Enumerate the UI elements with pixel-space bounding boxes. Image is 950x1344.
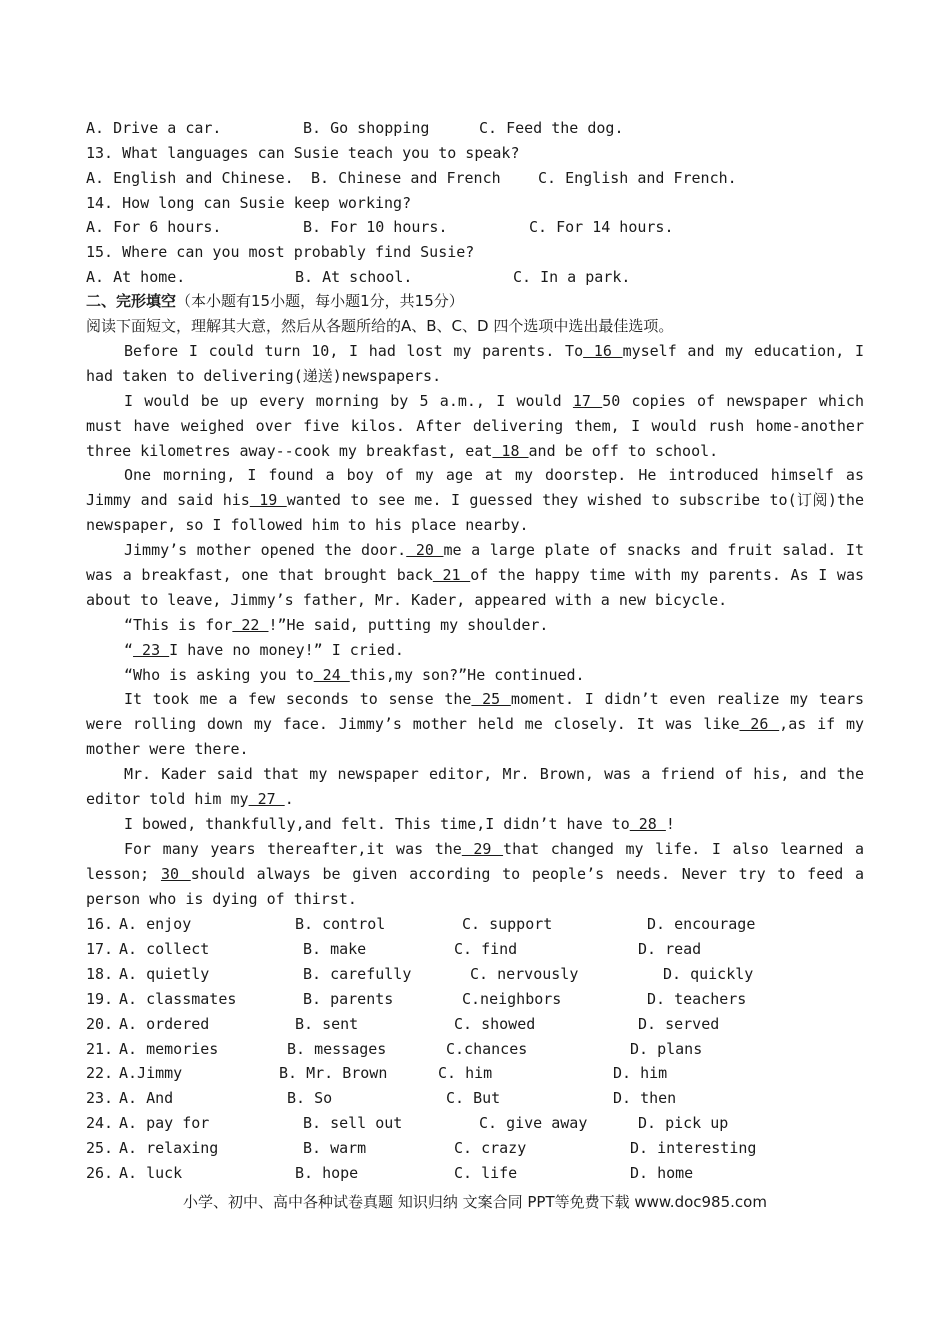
choice-option-d: D. home [630,1164,694,1182]
passage-paragraph-5 [86,613,864,638]
question-13: 13. What languages can Susie teach you to speak? [86,144,520,162]
choice-option-d: D. interesting [630,1139,757,1158]
choice-option-a: A. relaxing [119,1139,219,1158]
q13-option-b: B. Chinese and French [311,169,501,187]
text-run: wanted to see me. I guessed they wished to subscribe to(订阅)the newspaper, so I followed him to his place nearby. [86,491,864,534]
choice-option-a: A. enjoy [119,915,192,933]
passage-paragraph-6 [86,638,864,663]
blank-30: 30 [160,865,191,883]
blank-20: 20 [406,541,444,559]
q13-option-a: A. English and Chinese. [86,169,294,187]
q15-option-b: B. At school. [295,268,413,286]
text-run: moment. I didn’t even realize my tears were rolling down my face. Jimmy’s mother held me closely. It was like [86,690,865,733]
choice-option-a: A. memories [119,1039,219,1058]
choice-option-d: D. then [613,1089,677,1108]
choice-number: 22. [86,1064,114,1083]
choice-option-b: B. make [303,939,367,958]
passage-paragraph-3 [86,463,864,538]
choice-option-b: B. Mr. Brown [279,1064,388,1083]
passage-paragraph-9 [86,762,864,812]
text-run: !”He said, putting my shoulder. [268,616,549,634]
choice-option-d: D. quickly [663,964,754,983]
text-run: ! [665,815,675,833]
text-run: this,my son?”He continued. [349,666,585,684]
blank-28: 28 [629,815,666,833]
passage-paragraph-8 [86,687,864,762]
choice-option-c: C. But [446,1089,501,1108]
q15-option-a: A. At home. [86,268,186,286]
choice-option-b: B. sell out [303,1114,403,1133]
text-run: Before I could turn 10, I had lost my parents. To [124,342,584,360]
blank-22: 22 [232,616,269,634]
text-run: and be off to school. [528,442,719,460]
blank-19: 19 [249,491,287,509]
choice-option-d: D. read [638,939,702,958]
passage-paragraph-4 [86,538,864,613]
choice-option-a: A. luck [119,1164,183,1182]
text-run: I bowed, thankfully,and felt. This time,I didn’t have to [124,815,630,833]
blank-26: 26 [739,715,780,733]
text-run: For many years thereafter,it was the [124,840,462,858]
section-title-main: 二、完形填空 [86,292,177,310]
text-run: I would be up every morning by 5 a.m., I would [124,392,573,410]
passage-paragraph-10 [86,812,864,837]
choice-option-a: A. And [119,1089,174,1108]
choice-number: 26. [86,1164,114,1182]
choice-option-b: B. sent [295,1014,359,1033]
blank-17: 17 [572,392,603,410]
text-run: . [284,790,294,808]
choice-number: 21. [86,1039,114,1058]
choice-option-c: C. crazy [454,1139,527,1158]
choice-option-c: C. support [462,915,553,933]
text-run: I have no money!” I cried. [169,641,404,659]
text-run: of the happy time with my parents. As I was about to leave, Jimmy’s father, Mr. Kader, appeared with a new bicycle. [86,566,865,609]
choice-option-d: D. him [613,1064,668,1083]
choice-number: 18. [86,964,114,983]
choice-option-c: C. find [454,939,518,958]
choice-option-a: A. pay for [119,1114,210,1133]
choice-option-a: A. ordered [119,1014,210,1033]
text-run: 50 copies of newspaper which must have weighed over five kilos. After delivering them, I would rush home-another three kilometres away--cook my breakfast, eat [86,392,864,460]
choice-number: 19. [86,989,114,1008]
choice-option-c: C. give away [479,1114,588,1133]
q12-option-a: A. Drive a car. [86,119,222,137]
q14-option-b: B. For 10 hours. [303,218,448,236]
passage-paragraph-11 [86,837,864,912]
q14-option-c: C. For 14 hours. [529,218,674,236]
blank-29: 29 [461,840,504,858]
choice-option-d: D. encourage [647,915,756,933]
blank-16: 16 [583,342,623,360]
q12-option-b: B. Go shopping [303,119,430,137]
choice-option-c: C.chances [446,1039,528,1058]
text-run: Mr. Kader said that my newspaper editor, Mr. Brown, was a friend of his, and the editor told him my [86,765,864,808]
text-run: “This is for [124,616,233,634]
choice-option-b: B. So [287,1089,333,1108]
q13-option-c: C. English and French. [538,169,737,187]
question-15: 15. Where can you most probably find Susie? [86,243,475,261]
text-run: that changed my life. I also learned a lesson; [86,840,865,883]
choice-option-b: B. control [295,915,386,933]
passage-paragraph-2 [86,389,864,464]
choice-option-b: B. warm [303,1139,367,1158]
section-title [86,291,464,311]
q15-option-c: C. In a park. [513,268,631,286]
choice-number: 24. [86,1114,114,1133]
blank-25: 25 [471,690,511,708]
q14-option-a: A. For 6 hours. [86,218,222,236]
q12-option-c: C. Feed the dog. [479,119,624,137]
text-run: “ [124,641,134,659]
choice-option-c: C. him [438,1064,493,1083]
text-run: One morning, I found a boy of my age at my doorstep. He introduced himself as Jimmy and said his [86,466,864,509]
text-run: ,as if my mother were there. [86,715,865,758]
choice-option-b: B. parents [303,989,394,1008]
choice-number: 23. [86,1089,114,1108]
choice-option-c: C. nervously [470,964,579,983]
choice-option-d: D. served [638,1014,720,1033]
page-footer: 小学、初中、高中各种试卷真题 知识归纳 文案合同 PPT等免费下载 www.doc985.com [183,1193,767,1211]
passage-paragraph-7 [86,663,864,688]
choice-number: 16. [86,915,114,933]
choice-option-c: C.neighbors [462,989,562,1008]
blank-23: 23 [133,641,170,659]
text-run: me a large plate of snacks and fruit salad. It was a breakfast, one that brought back [86,541,864,584]
choice-option-a: A. quietly [119,964,210,983]
choice-number: 20. [86,1014,114,1033]
choice-option-d: D. pick up [638,1114,729,1133]
choice-option-b: B. messages [287,1039,387,1058]
choice-option-a: A. collect [119,939,210,958]
passage-paragraph-1 [86,339,864,389]
question-14: 14. How long can Susie keep working? [86,194,412,212]
blank-21: 21 [432,566,471,584]
choice-option-d: D. plans [630,1039,703,1058]
choice-option-a: A.Jimmy [119,1064,183,1083]
blank-18: 18 [492,442,529,460]
choice-number: 17. [86,939,114,958]
text-run: It took me a few seconds to sense the [124,690,472,708]
text-run: myself and my education, I had taken to delivering(递送)newspapers. [86,342,864,385]
choice-option-c: C. life [454,1164,518,1182]
section-title-sub: （本小题有15小题，每小题1分，共15分） [176,292,464,310]
choice-option-b: B. carefully [303,964,412,983]
section-instruction: 阅读下面短文，理解其大意，然后从各题所给的A、B、C、D 四个选项中选出最佳选项。 [86,317,674,335]
choice-option-c: C. showed [454,1014,536,1033]
blank-27: 27 [248,790,285,808]
blank-24: 24 [313,666,350,684]
choice-option-a: A. classmates [119,989,237,1008]
text-run: should always be given according to people’s needs. Never try to feed a person who is dying of thirst. [86,865,865,908]
choice-option-d: D. teachers [647,989,747,1008]
text-run: Jimmy’s mother opened the door. [124,541,407,559]
text-run: “Who is asking you to [124,666,314,684]
choice-number: 25. [86,1139,114,1158]
choice-option-b: B. hope [295,1164,359,1182]
